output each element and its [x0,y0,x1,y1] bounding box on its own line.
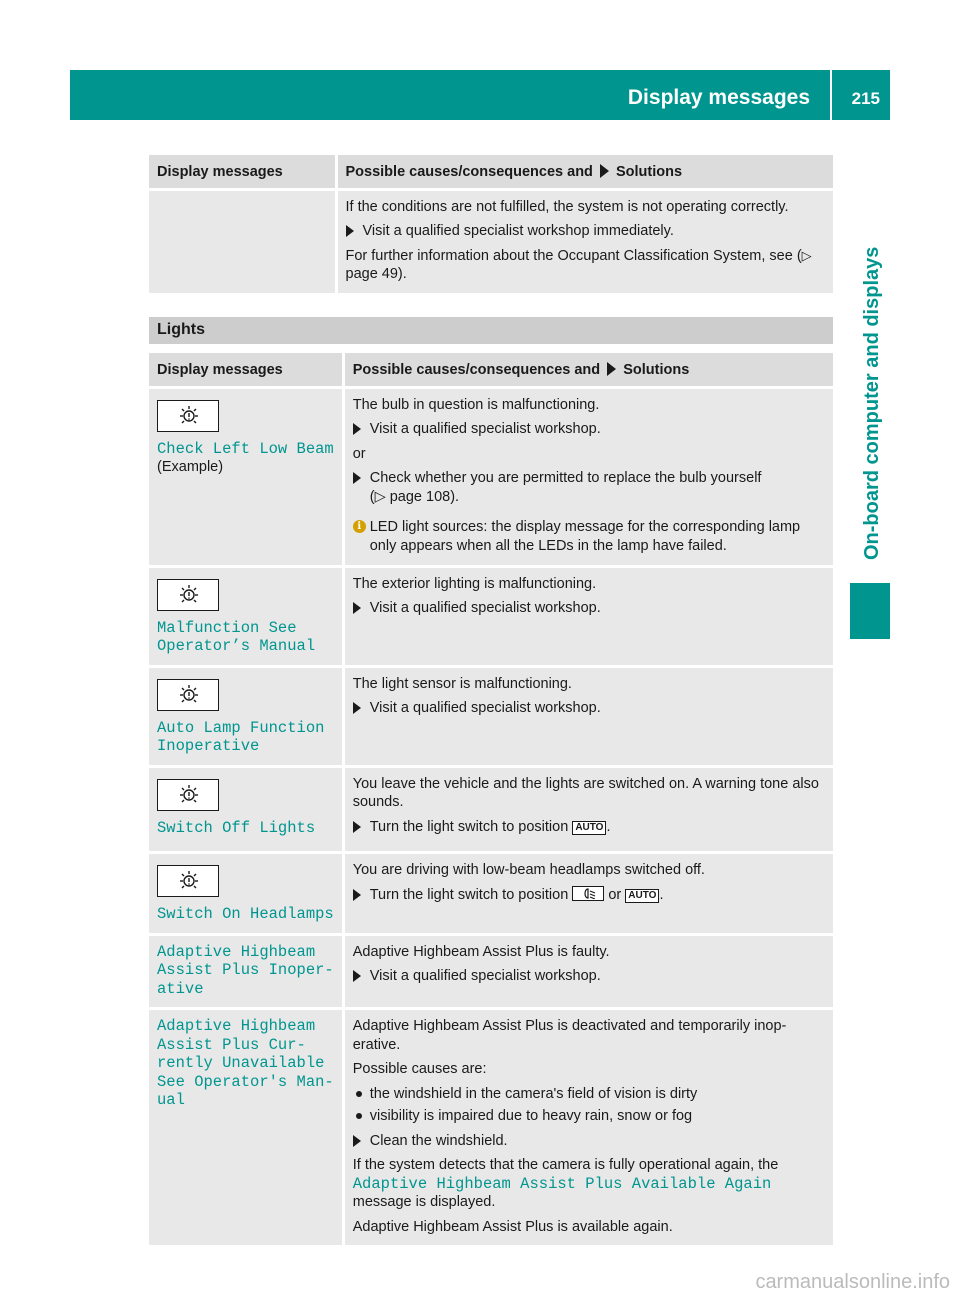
step-text: Visit a qualified specialist workshop. [369,600,601,616]
or-text: or [352,445,366,462]
arrow-icon [600,164,609,178]
display-message: Check Left Low Beam [157,439,334,458]
header-separator [830,70,832,120]
step-item [346,222,826,241]
col-header-causes-text: Possible causes/consequences and [352,362,601,378]
message-cell [149,387,343,566]
message-cell [149,666,343,766]
message-cell [149,853,343,935]
step-text: Clean the windshield. [369,1132,508,1149]
solution-cell [343,853,833,935]
arrow-icon [353,472,361,484]
message-cell [149,766,343,853]
table-row [149,387,833,566]
table-row [149,1009,833,1247]
solution-cell [343,666,833,766]
display-message-line: ative [157,979,204,998]
arrow-icon [353,889,361,901]
table-row [149,934,833,1009]
arrow-icon [346,225,354,237]
table-row [149,189,833,294]
lamp-fault-icon [157,579,219,611]
step-text: Visit a qualified specialist workshop. [369,968,601,984]
lights-table [149,353,833,1248]
step-item [353,599,825,618]
restored-text-end: message is displayed. [352,1194,496,1210]
lamp-fault-icon [157,865,219,897]
lamp-fault-icon [157,779,219,811]
col-header-messages: Display messages [149,155,336,189]
arrow-icon [353,423,361,435]
step-text: Check whether you are permitted to replace the bulb yourself [369,470,762,486]
display-message-line: Auto Lamp Function [157,718,325,737]
page-ref-open: ( [796,247,802,264]
col-header-causes [343,353,833,387]
step-text: Turn the light switch to position [369,886,569,903]
col-header-solutions-text: Solutions [615,164,683,180]
solution-cell [343,766,833,853]
cause-text: Adaptive Highbeam Assist Plus is deactivated and temporarily inop‐ erative. [352,1018,787,1053]
cause-text: The bulb in question is malfunctioning. [352,396,600,413]
or-text: or [608,886,622,903]
display-message-line: Assist Plus Inoper‐ [157,961,334,979]
display-message-line: Inoperative [157,737,260,755]
auto-switch-icon: AUTO [572,821,606,835]
col-header-solutions-text: Solutions [623,362,690,378]
page-ref-link[interactable]: page 49). [345,266,407,282]
example-note: (Example) [157,459,224,475]
header-title: Display messages [627,86,810,109]
cause-text: If the conditions are not fulfilled, the system is not operating correctly. [345,198,789,215]
col-header-causes-text: Possible causes/consequences and [345,164,593,180]
display-message-line: Malfunction See [157,618,297,637]
info-note [353,518,825,555]
info-text: LED light sources: the display message for the corresponding lamp only appears when all the LEDs in the lamp have failed. [369,519,801,554]
side-tab [833,120,890,570]
solution-cell [343,387,833,566]
auto-switch-icon: AUTO [625,889,659,903]
top-table [149,155,833,296]
message-cell [149,566,343,666]
section-title: Lights [157,321,205,338]
page-header [70,70,890,120]
message-cell [149,934,343,1009]
arrow-icon [353,821,361,833]
step-end: . [659,886,664,903]
side-tab-marker [850,583,890,639]
page-ref-icon: ▷ [801,247,812,263]
arrow-icon [353,970,361,982]
top-table-header [149,155,833,189]
bullet-item: visibility is impaired due to heavy rain, snow or fog [353,1107,825,1126]
step-item [353,886,825,905]
step-text: Visit a qualified specialist workshop. [369,700,601,716]
col-header-messages: Display messages [149,353,343,387]
inline-display-message: Adaptive Highbeam Assist Plus Available Again [352,1174,772,1193]
cause-text: The exterior lighting is malfunctioning. [352,575,597,592]
low-beam-icon [572,886,604,901]
display-message-line: rently Unavailable [157,1054,325,1072]
table-row [149,566,833,666]
solution-cell [343,566,833,666]
side-tab-label: On-board computer and displays [861,246,883,560]
arrow-icon [353,702,361,714]
step-text: Turn the light switch to position [369,818,569,835]
step-end: . [606,818,611,835]
step-item [353,1132,825,1151]
step-item [353,420,825,439]
display-message-line: ual [157,1091,185,1109]
step-item [353,967,825,986]
cause-text: The light sensor is malfunctioning. [352,675,572,692]
display-message: Switch On Headlamps [157,905,334,923]
solution-cell [336,189,833,294]
section-header [149,317,833,344]
lights-table-header [149,353,833,387]
step-text: Visit a qualified specialist workshop immediately. [362,223,674,239]
bullet-item: the windshield in the camera's field of vision is dirty [353,1085,825,1104]
restored-text: If the system detects that the camera is fully operational again, the [352,1157,779,1173]
page-number: 215 [851,89,880,108]
display-message-line: Adaptive Highbeam [157,1017,316,1035]
arrow-icon [353,602,361,614]
arrow-icon [353,1135,361,1147]
step-item [353,469,825,506]
display-message-line: Adaptive Highbeam [157,942,316,961]
display-message-line: Operator’s Manual [157,637,316,655]
restored-note [353,1156,825,1212]
cause-text: You leave the vehicle and the lights are switched on. A warning tone also sounds. [352,775,819,810]
further-info [346,247,826,284]
table-row [149,666,833,766]
causes-intro: Possible causes are: [352,1061,487,1077]
lamp-fault-icon [157,400,219,432]
message-cell [149,189,336,294]
arrow-icon [607,362,616,376]
solution-cell [343,934,833,1009]
step-text: Visit a qualified specialist workshop. [369,421,601,437]
further-info-text: For further information about the Occupant Classification System, see [345,247,793,264]
cause-text: Adaptive Highbeam Assist Plus is faulty. [352,943,610,960]
table-row [149,766,833,853]
solution-cell [343,1009,833,1247]
display-message-line: Assist Plus Cur‐ [157,1035,306,1054]
watermark: carmanualsonline.info [755,1271,950,1293]
cause-text: You are driving with low-beam headlamps switched off. [352,862,705,878]
display-message-line: See Operator's Man‐ [157,1072,334,1091]
available-text: Adaptive Highbeam Assist Plus is available again. [352,1218,673,1235]
page-ref-link[interactable]: (▷ page 108). [369,488,460,505]
table-row [149,853,833,935]
step-item [353,699,825,718]
message-cell [149,1009,343,1247]
step-item [353,818,825,837]
lamp-fault-icon [157,679,219,711]
col-header-causes [336,155,833,189]
display-message: Switch Off Lights [157,818,316,837]
info-icon: i [353,520,366,533]
